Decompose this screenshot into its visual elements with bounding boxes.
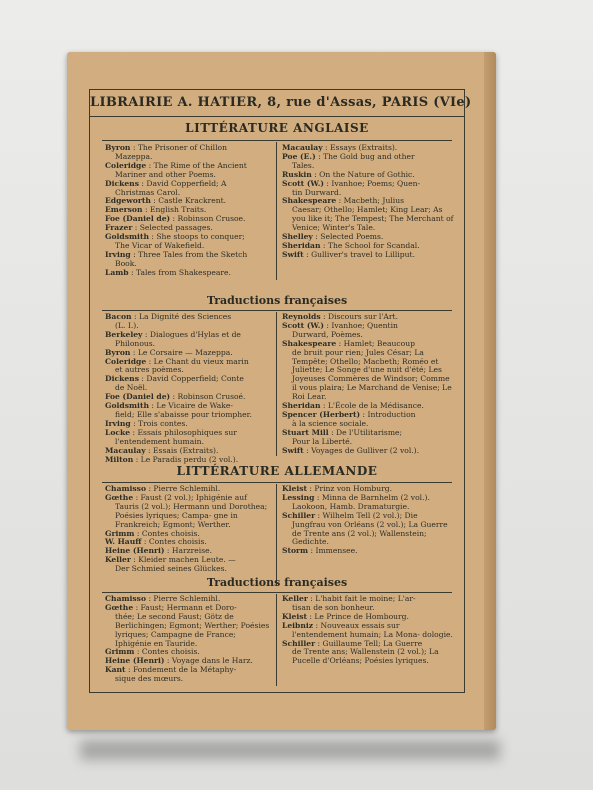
work-titles: Macbeth; Julius <box>343 196 404 206</box>
catalog-entry: Scott (W.) : Ivanhoe; Poems; Quen- tin Durward. <box>282 180 454 198</box>
author-name: Irving <box>105 418 131 428</box>
catalog-entry: Dickens : David Copperfield; A Christmas Carol. <box>105 180 273 198</box>
work-titles: Introduction <box>367 409 416 419</box>
catalog-entry: Shakespeare : Macbeth; Julius Caesar; Othello; Hamlet; King Lear; As you like it; The Tempest; The Merchant of Venice; Winter's Tale. <box>282 196 454 233</box>
work-titles: Tales from Shakespeare. <box>136 267 231 277</box>
author-name: Leibniz <box>282 620 314 630</box>
work-titles-continued: Tauris (2 vol.); Hermann und Dorothea; Poésies lyriques; Campa- gne in Frankreich; Egmont; Werther. <box>115 501 268 529</box>
catalog-entry: Ruskin : On the Nature of Gothic. <box>282 169 415 179</box>
german-trans-right-column <box>282 595 454 666</box>
work-titles: She stoops to conquer; <box>156 232 245 242</box>
work-titles: Contes choisis. <box>141 528 200 538</box>
author-name: Shelley <box>282 232 313 242</box>
author-name: Storm <box>282 546 309 556</box>
author-name: Foe (Daniel de) <box>105 392 171 402</box>
work-titles: Minna de Barnhelm (2 vol.). <box>321 492 430 502</box>
author-name: Foe (Daniel de) <box>105 214 171 224</box>
work-titles-continued: Pour la Liberté. <box>292 436 353 446</box>
work-titles: Three Tales from the Sketch <box>138 249 248 259</box>
author-name: Grimm <box>105 647 135 657</box>
catalog-entry: Gœthe : Faust (2 vol.); Iphigénie auf Tauris (2 vol.); Hermann und Dorothea; Poésies lyriques; Campa- gne in Frankreich; Egmont; Werther. <box>105 494 273 530</box>
catalog-entry: Poe (E.) : The Gold bug and other Tales. <box>282 153 454 171</box>
author-name: Chamisso <box>105 594 147 603</box>
section-divider <box>102 310 452 311</box>
author-name: Schiller <box>282 638 316 648</box>
author-name: Goldsmith <box>105 401 149 411</box>
work-titles: Wilhelm Tell (2 vol.); Die <box>322 510 418 520</box>
work-titles: Le Chant du vieux marin <box>153 356 249 366</box>
catalog-entry: Kleist : Le Prince de Hombourg. <box>282 611 409 621</box>
catalog-entry: W. Hauff : Contes choisis. <box>105 537 207 547</box>
work-titles: Essais philosophiques sur <box>137 427 237 437</box>
work-titles: Harzreise. <box>171 546 213 556</box>
catalog-entry: Schiller : Wilhelm Tell (2 vol.); Die Jungfrau von Orléans (2 vol.); La Guerre de Trente ans (2 vol.); Wallenstein; Gedichte. <box>282 512 454 548</box>
catalog-entry: Gœthe : Faust; Hermann et Doro- thée; Le second Faust; Götz de Berlichingen; Egmont; Werther; Poésies lyriques; Campagne de France; Iphigénie en Tauride. <box>105 604 273 649</box>
work-titles: Selected Poems. <box>320 232 384 242</box>
author-name: Poe (E.) <box>282 151 316 161</box>
catalog-entry: Scott (W.) : Ivanhoe; Quentin Durward, Poèmes. <box>282 322 454 340</box>
work-titles-continued: Caesar; Othello; Hamlet; King Lear; As you like it; The Tempest; The Merchant of Venice; Winter's Tale. <box>292 205 454 233</box>
german-lit-right-column <box>282 485 454 556</box>
work-titles-continued: à la science sociale. <box>292 418 369 428</box>
author-name: Ruskin <box>282 169 312 179</box>
work-titles: Gulliver's travel to Lilliput. <box>311 249 415 259</box>
author-name: Kleist <box>282 484 307 493</box>
catalog-entry: Grimm : Contes choisis. <box>105 528 200 538</box>
work-titles-continued: (L. I.). <box>115 320 139 330</box>
work-titles-continued: tin Durward. <box>292 187 342 197</box>
catalog-entry: Reynolds : Discours sur l'Art. <box>282 312 399 321</box>
author-name: Kleist <box>282 611 307 621</box>
author-name: Emerson <box>105 205 143 215</box>
catalog-entry: Coleridge : Le Chant du vieux marin et autres poèmes. <box>105 358 273 376</box>
english-trans-left-column <box>105 313 273 464</box>
author-name: Swift <box>282 249 304 259</box>
catalog-entry: Foe (Daniel de) : Robinson Crusoé. <box>105 392 246 402</box>
author-name: Keller <box>105 555 131 565</box>
author-name: Locke <box>105 427 131 437</box>
catalog-entry: Macaulay : Essays (Extraits). <box>282 143 398 152</box>
catalog-frame <box>89 89 472 693</box>
work-titles-continued: de Noël. <box>115 383 148 393</box>
work-titles-continued: l'entendement humain. <box>115 436 204 446</box>
work-titles: Le Vicaire de Wake- <box>156 401 233 411</box>
author-name: Sheridan <box>282 401 321 411</box>
work-titles-continued: de Trente ans; Wallenstein (2 vol.); La Pucelle d'Orléans; Poésies lyriques. <box>292 647 439 666</box>
work-titles-continued: et autres poèmes. <box>115 365 184 375</box>
author-name: Stuart Mill <box>282 427 329 437</box>
work-titles: Nouveaux essais sur <box>320 620 400 630</box>
author-name: Heine (Henri) <box>105 546 165 556</box>
catalog-entry: Lamb : Tales from Shakespeare. <box>105 267 231 277</box>
catalog-entry: Stuart Mill : De l'Utilitarisme; Pour la Liberté. <box>282 429 454 447</box>
work-titles: Trois contes. <box>138 418 188 428</box>
work-titles-continued: de bruit pour rien; Jules César; La Tempête; Othello; Macbeth; Roméo et Juliette; Le Songe d'une nuit d'été; Les Joyeuses Commères de Windsor; Comme il vous plaira; Le Marchand de Venise; Le Roi Lear. <box>292 347 452 402</box>
catalog-entry: Emerson : English Traits. <box>105 205 207 215</box>
work-titles-continued: Philonous. <box>115 338 156 348</box>
author-name: Berkeley <box>105 329 143 339</box>
catalog-entry: Kant : Fondement de la Métaphy- sique des mœurs. <box>105 666 273 684</box>
work-titles: Voyages de Gulliver (2 vol.). <box>311 445 420 455</box>
work-titles-continued: Book. <box>115 258 137 268</box>
catalog-entry: Berkeley : Dialogues d'Hylas et de Philonous. <box>105 331 273 349</box>
section-divider <box>102 140 452 141</box>
catalog-entry: Grimm : Contes choisis. <box>105 647 200 657</box>
author-name: Milton <box>105 454 134 464</box>
catalog-entry: Goldsmith : She stoops to conquer; The Vicar of Wakefield. <box>105 233 273 251</box>
author-name: Chamisso <box>105 484 147 493</box>
work-titles: The School for Scandal. <box>327 240 420 250</box>
book-spine <box>484 52 496 730</box>
work-titles-continued: Christmas Carol. <box>115 187 181 197</box>
catalog-entry: Bacon : La Dignité des Sciences (L. I.). <box>105 313 273 331</box>
work-titles-continued: Jungfrau von Orléans (2 vol.); La Guerre de Trente ans (2 vol.); Wallenstein; Gedichte. <box>292 519 448 547</box>
author-name: Kant <box>105 665 126 675</box>
catalog-entry: Irving : Three Tales from the Sketch Book. <box>105 251 273 269</box>
author-name: Shakespeare <box>282 338 337 348</box>
author-name: Shakespeare <box>282 196 337 206</box>
section-divider <box>102 482 452 483</box>
catalog-entry: Schiller : Guillaume Tell; La Guerre de Trente ans; Wallenstein (2 vol.); La Pucelle d'Orléans; Poésies lyriques. <box>282 640 454 667</box>
work-titles: L'habit fait le moine; L'ar- <box>315 594 416 603</box>
work-titles: Pierre Schlemihl. <box>153 594 221 603</box>
work-titles: Pierre Schlemihl. <box>153 484 221 493</box>
author-name: Schiller <box>282 510 316 520</box>
author-name: Reynolds <box>282 312 321 321</box>
english-lit-right-column <box>282 144 454 260</box>
author-name: Bacon <box>105 312 132 321</box>
work-titles: Ivanhoe; Quentin <box>331 320 398 330</box>
work-titles: Essays (Extraits). <box>330 143 398 152</box>
author-name: Irving <box>105 249 131 259</box>
work-titles-continued: The Vicar of Wakefield. <box>115 240 205 250</box>
english-trans-right-column <box>282 313 454 456</box>
german-lit-left-column <box>105 485 273 574</box>
author-name: Sheridan <box>282 240 321 250</box>
catalog-entry: Swift : Gulliver's travel to Lilliput. <box>282 249 415 259</box>
section-divider <box>102 592 452 593</box>
author-name: Goldsmith <box>105 232 149 242</box>
author-name: Keller <box>282 594 308 603</box>
work-titles: David Copperfield; A <box>146 178 227 188</box>
catalog-entry: Keller : L'habit fait le moine; L'ar- tisan de son bonheur. <box>282 595 454 613</box>
catalog-entry: Locke : Essais philosophiques sur l'entendement humain. <box>105 429 273 447</box>
german-trans-left-column <box>105 595 273 684</box>
author-name: Spencer (Herbert) <box>282 409 361 419</box>
catalog-entry: Spencer (Herbert) : Introduction à la science sociale. <box>282 411 454 429</box>
catalog-entry: Foe (Daniel de) : Robinson Crusoe. <box>105 214 246 224</box>
section-title-german-translations: Traductions françaises <box>206 576 348 589</box>
work-titles-continued: l'entendement humain; La Mona- dologie. <box>292 629 453 639</box>
catalog-entry: Coleridge : The Rime of the Ancient Mariner and other Poems. <box>105 162 273 180</box>
work-titles: Immensee. <box>315 546 358 556</box>
column-divider <box>276 312 277 456</box>
catalog-entry: Chamisso : Pierre Schlemihl. <box>105 594 221 603</box>
english-lit-left-column <box>105 144 273 278</box>
work-titles: Le Prince de Hombourg. <box>314 611 409 621</box>
author-name: Swift <box>282 445 304 455</box>
catalog-entry: Chamisso : Pierre Schlemihl. <box>105 484 221 493</box>
catalog-entry: Shakespeare : Hamlet; Beaucoup de bruit pour rien; Jules César; La Tempête; Othello; Macbeth; Roméo et Juliette; Le Songe d'une nuit d'été; Les Joyeuses Commères de Windsor; Comme il vous plaira; Le Marchand de Venise; Le Roi Lear. <box>282 340 454 402</box>
work-titles: Le Paradis perdu (2 vol.). <box>140 454 239 464</box>
work-titles: Kleider machen Leute. — <box>138 555 236 565</box>
work-titles: The Rime of the Ancient <box>153 160 247 170</box>
column-divider <box>276 594 277 686</box>
work-titles: Faust; Hermann et Doro- <box>140 602 237 612</box>
work-titles: Hamlet; Beaucoup <box>343 338 415 348</box>
work-titles: The Gold bug and other <box>323 151 415 161</box>
author-name: Gœthe <box>105 492 134 502</box>
catalog-entry: Irving : Trois contes. <box>105 418 188 428</box>
catalog-entry: Kleist : Prinz von Homburg. <box>282 484 393 493</box>
work-titles-continued: tisan de son bonheur. <box>292 602 375 612</box>
catalog-entry: Macaulay : Essais (Extraits). <box>105 445 219 455</box>
work-titles: Contes choisis. <box>141 647 200 657</box>
catalog-entry: Edgeworth : Castle Krackrent. <box>105 196 227 206</box>
work-titles: Faust (2 vol.); Iphigénie auf <box>140 492 247 502</box>
work-titles: On the Nature of Gothic. <box>319 169 415 179</box>
work-titles: English Traits. <box>149 205 207 215</box>
work-titles: Castle Krackrent. <box>158 196 227 206</box>
work-titles: Prinz von Homburg. <box>314 484 393 493</box>
author-name: Dickens <box>105 374 139 384</box>
work-titles-continued: Laokoon, Hamb. Dramaturgie. <box>292 501 410 511</box>
work-titles-continued: Durward, Poèmes. <box>292 329 363 339</box>
work-titles: Selected passages. <box>139 223 213 233</box>
work-titles: Dialogues d'Hylas et de <box>149 329 241 339</box>
work-titles: Discours sur l'Art. <box>328 312 399 321</box>
author-name: Coleridge <box>105 356 147 366</box>
work-titles: Fondement de la Métaphy- <box>132 665 237 675</box>
work-titles-continued: Mazeppa. <box>115 151 153 161</box>
author-name: Byron <box>105 143 131 152</box>
work-titles: Guillaume Tell; La Guerre <box>322 638 423 648</box>
catalog-entry: Heine (Henri) : Voyage dans le Harz. <box>105 656 253 666</box>
work-titles-continued: Der Schmied seines Glückes. <box>115 564 227 574</box>
work-titles: De l'Utilitarisme; <box>336 427 403 437</box>
work-titles: Ivanhoe; Poems; Quen- <box>331 178 421 188</box>
section-title-english-translations: Traductions françaises <box>206 294 348 307</box>
catalog-entry: Keller : Kleider machen Leute. — Der Schmied seines Glückes. <box>105 556 273 574</box>
catalog-entry: Storm : Immensee. <box>282 546 358 556</box>
author-name: Scott (W.) <box>282 178 325 188</box>
catalog-entry: Byron : The Prisoner of Chillon Mazeppa. <box>105 144 273 162</box>
catalog-entry: Heine (Henri) : Harzreise. <box>105 546 213 556</box>
author-name: Macaulay <box>105 445 146 455</box>
work-titles: The Prisoner of Chillon <box>137 143 227 152</box>
author-name: Edgeworth <box>105 196 151 206</box>
work-titles: Robinson Crusoé. <box>177 392 246 402</box>
author-name: Frazer <box>105 223 133 233</box>
author-name: Heine (Henri) <box>105 656 165 666</box>
catalog-entry: Frazer : Selected passages. <box>105 223 213 233</box>
catalog-entry: Lessing : Minna de Barnhelm (2 vol.). Laokoon, Hamb. Dramaturgie. <box>282 494 454 512</box>
work-titles: L'École de la Médisance. <box>327 401 424 411</box>
author-name: Grimm <box>105 528 135 538</box>
work-titles: Robinson Crusoe. <box>177 214 246 224</box>
column-divider <box>276 142 277 280</box>
catalog-entry: Swift : Voyages de Gulliver (2 vol.). <box>282 445 420 455</box>
work-titles: Voyage dans le Harz. <box>171 656 253 666</box>
author-name: Coleridge <box>105 160 147 170</box>
catalog-entry: Leibniz : Nouveaux essais sur l'entendement humain; La Mona- dologie. <box>282 620 453 639</box>
work-titles-continued: Mariner and other Poems. <box>115 169 216 179</box>
book-shadow <box>80 740 500 760</box>
author-name: Macaulay <box>282 143 323 152</box>
work-titles: Essais (Extraits). <box>153 445 219 455</box>
work-titles: David Copperfield; Conte <box>146 374 244 384</box>
column-divider <box>276 484 277 586</box>
work-titles: Le Corsaire — Mazeppa. <box>137 347 233 357</box>
work-titles-continued: field; Elle s'abaisse pour triompher. <box>115 409 252 419</box>
work-titles-continued: sique des mœurs. <box>115 674 184 684</box>
author-name: Gœthe <box>105 602 134 612</box>
author-name: Scott (W.) <box>282 320 325 330</box>
catalog-entry: Goldsmith : Le Vicaire de Wake- field; Elle s'abaisse pour triompher. <box>105 402 273 420</box>
author-name: Dickens <box>105 178 139 188</box>
author-name: Byron <box>105 347 131 357</box>
catalog-entry: Sheridan : L'École de la Médisance. <box>282 401 424 411</box>
work-titles-continued: thée; Le second Faust; Götz de Berlichingen; Egmont; Werther; Poésies lyriques; Campagne de France; Iphigénie en Tauride. <box>115 611 270 648</box>
author-name: Lessing <box>282 492 315 502</box>
catalog-entry: Byron : Le Corsaire — Mazeppa. <box>105 347 233 357</box>
work-titles: Contes choisis. <box>148 537 207 547</box>
section-title-english-literature: LITTÉRATURE ANGLAISE <box>185 121 369 135</box>
catalog-entry: Milton : Le Paradis perdu (2 vol.). <box>105 454 239 464</box>
catalog-entry: Dickens : David Copperfield; Conte de Noël. <box>105 375 273 393</box>
section-title-german-literature: LITTÉRATURE ALLEMANDE <box>176 464 378 478</box>
author-name: Lamb <box>105 267 129 277</box>
work-titles: La Dignité des Sciences <box>138 312 232 321</box>
catalog-entry: Sheridan : The School for Scandal. <box>282 240 420 250</box>
catalog-entry: Shelley : Selected Poems. <box>282 232 384 242</box>
publisher-header: LIBRAIRIE A. HATIER, 8, rue d'Assas, PARIS (VIe) <box>90 90 464 117</box>
author-name: W. Hauff <box>105 537 142 547</box>
work-titles-continued: Tales. <box>292 160 315 170</box>
book-back-cover <box>67 52 496 730</box>
